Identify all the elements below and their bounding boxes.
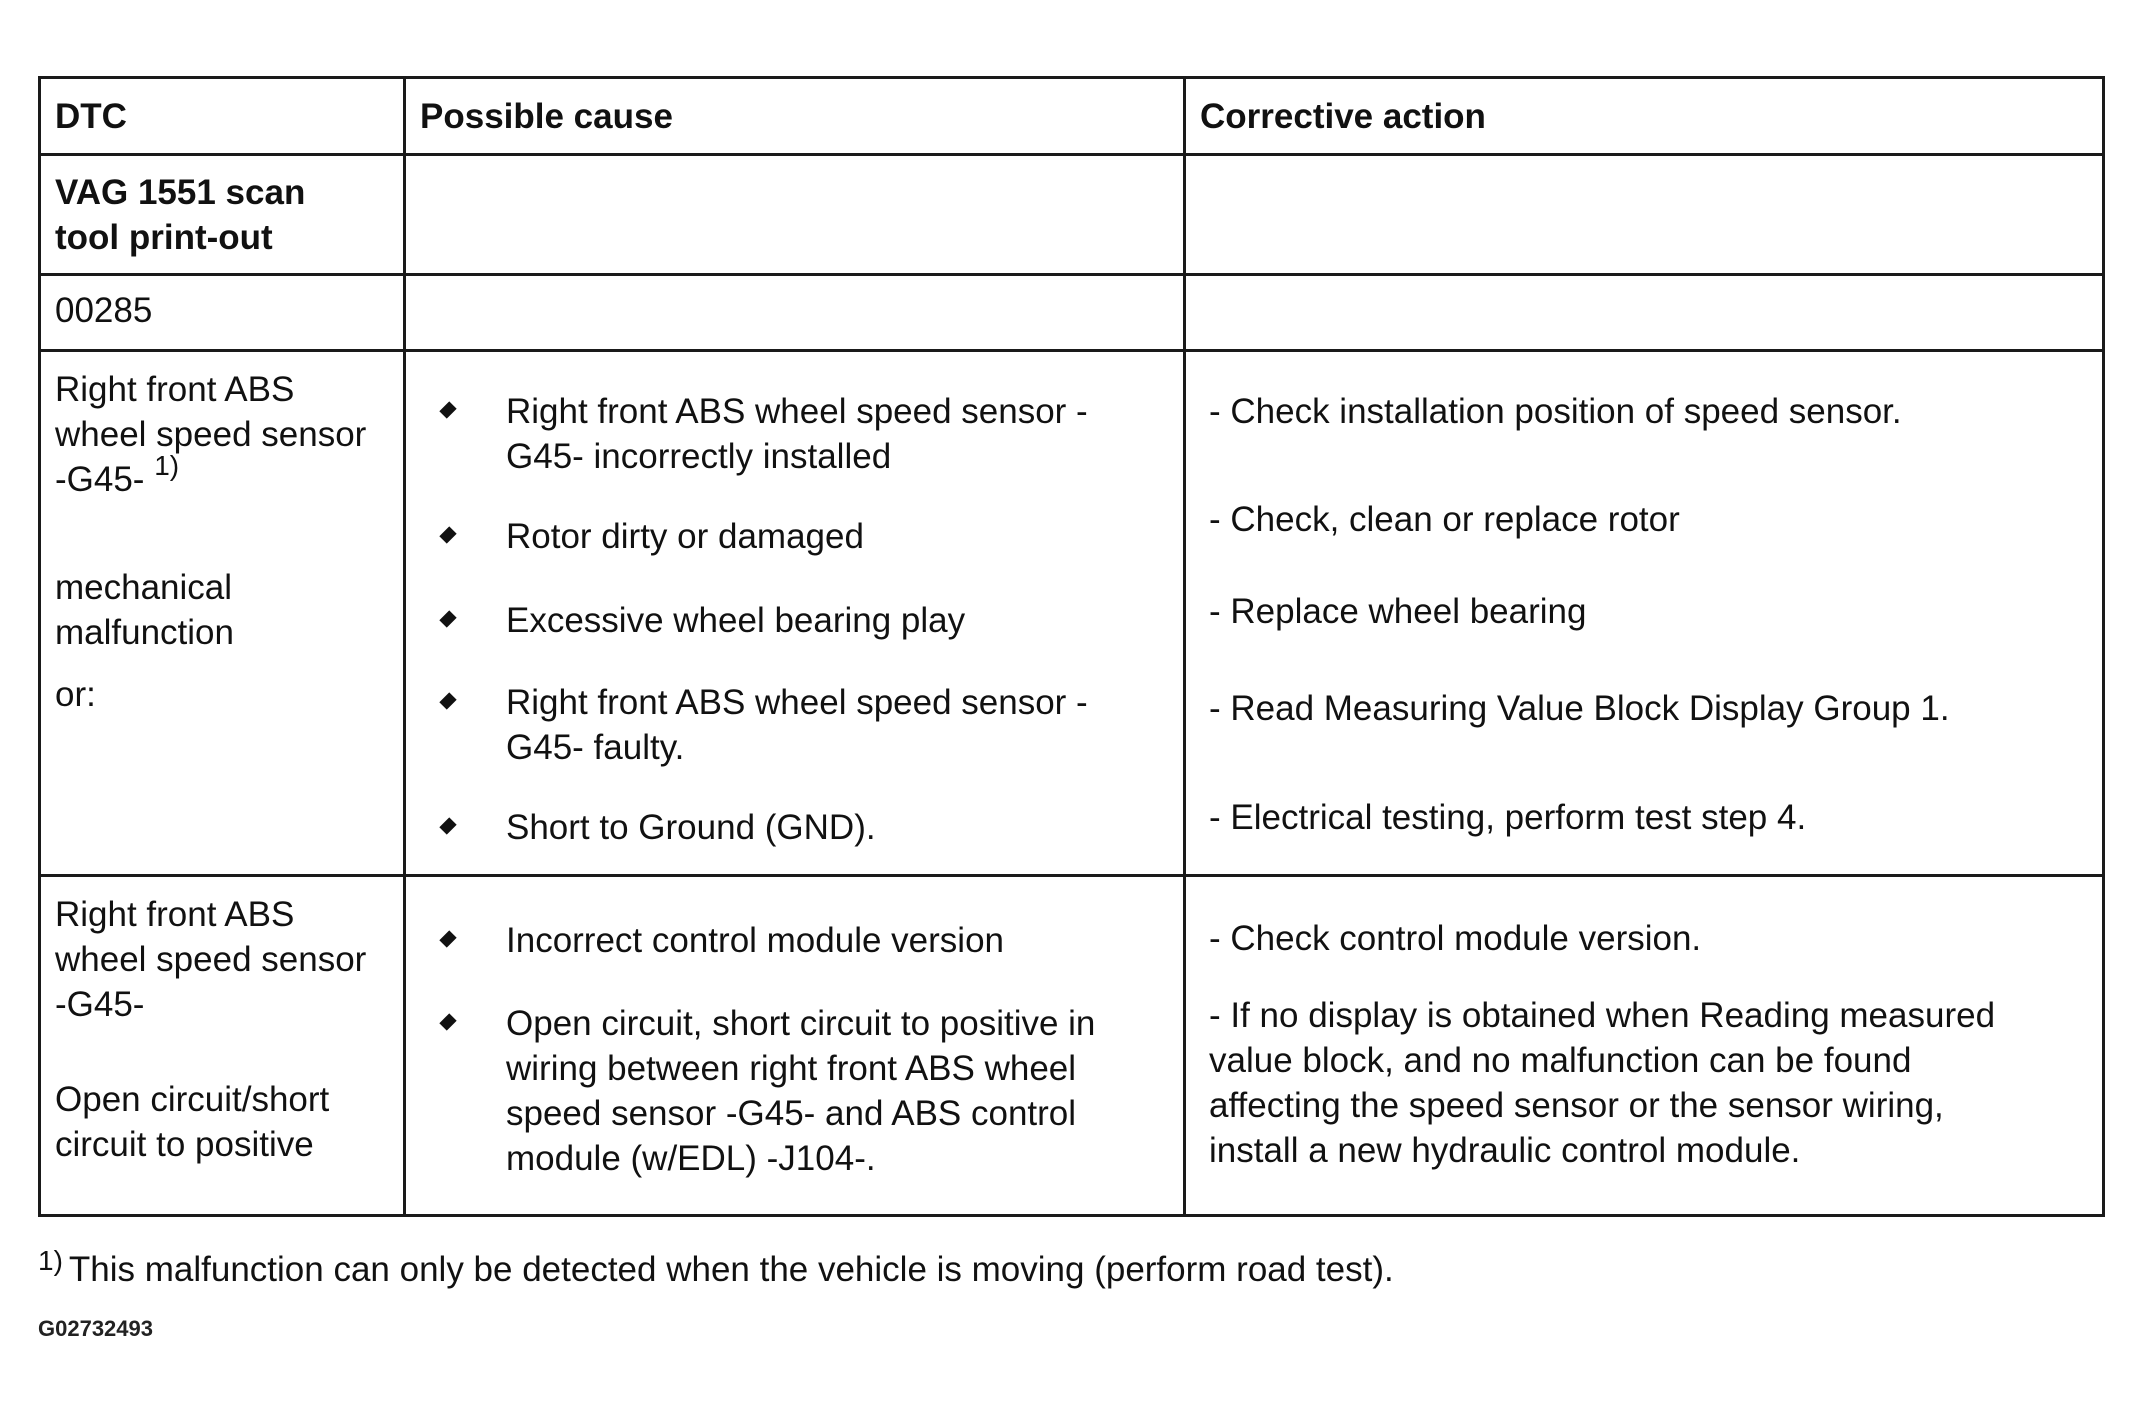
dtc-description-cell xyxy=(40,876,405,1216)
diamond-bullet-icon xyxy=(439,692,456,709)
header-possible-cause: Possible cause xyxy=(405,78,1185,155)
action-item: - If no display is obtained when Reading measured value block, and no malfunction can be found affecting the speed sensor or the sensor wiring, install a new hydraulic control module. xyxy=(1209,996,1996,1170)
action-item: - Electrical testing, perform test step 4. xyxy=(1209,798,1807,837)
diamond-bullet-icon xyxy=(439,930,456,947)
dtc-description-cell xyxy=(40,351,405,876)
action-item: - Check installation position of speed sensor. xyxy=(1209,392,1902,431)
dtc-line: wheel speed sensor xyxy=(55,415,367,454)
diamond-bullet-icon xyxy=(439,526,456,543)
footnote-marker: 1) xyxy=(38,1245,63,1276)
empty-cell xyxy=(405,155,1185,275)
footnote-text: This malfunction can only be detected when the vehicle is moving (perform road test). xyxy=(68,1250,1394,1289)
possible-cause-cell: Incorrect control module version Open circuit, short circuit to positive in wiring between right front ABS wheel speed sensor -G45- and ABS control module (w/EDL) -J104-. xyxy=(405,876,1185,1216)
dtc-line: Right front ABS xyxy=(55,370,295,409)
dtc-type xyxy=(55,1077,329,1167)
corrective-action-cell xyxy=(1185,351,2104,876)
diamond-bullet-icon xyxy=(439,1013,456,1030)
diamond-bullet-icon xyxy=(439,610,456,627)
dtc-description xyxy=(55,367,366,502)
dtc-code-cell xyxy=(40,275,405,351)
diamond-bullet-icon xyxy=(439,401,456,418)
diamond-bullet-icon xyxy=(439,817,456,834)
corrective-action-cell xyxy=(1185,876,2104,1216)
dtc-table xyxy=(38,76,2105,1217)
dtc-type xyxy=(55,565,234,655)
dtc-type-line: circuit to positive xyxy=(55,1125,314,1164)
dtc-description xyxy=(55,892,366,1027)
dtc-type-line: malfunction xyxy=(55,613,234,652)
dtc-type-line: mechanical xyxy=(55,568,233,607)
dtc-line: -G45- xyxy=(55,985,145,1024)
dtc-line: Right front ABS xyxy=(55,895,295,934)
empty-cell xyxy=(1185,155,2104,275)
empty-cell xyxy=(1185,275,2104,351)
action-item: - Read Measuring Value Block Display Group 1. xyxy=(1209,689,1950,728)
footnote-ref: 1) xyxy=(154,450,180,481)
footnote xyxy=(38,1245,1394,1290)
header-dtc: DTC xyxy=(40,78,405,155)
figure-id: G02732493 xyxy=(38,1316,153,1341)
header-corrective-action: Corrective action xyxy=(1185,78,2104,155)
dtc-line: wheel speed sensor xyxy=(55,940,367,979)
possible-cause-cell: Right front ABS wheel speed sensor - G45- incorrectly installed Rotor dirty or damaged Excessive wheel bearing play Right front ABS wheel speed sensor - G45- faulty. Short to Ground (GND). xyxy=(405,351,1185,876)
or-label: or: xyxy=(55,675,96,714)
action-item: - Check control module version. xyxy=(1209,919,1702,958)
dtc-code: 00285 xyxy=(55,291,153,330)
printout-label-cell xyxy=(40,155,405,275)
dtc-type-line: Open circuit/short xyxy=(55,1080,330,1119)
action-item: - Check, clean or replace rotor xyxy=(1209,500,1680,539)
empty-cell xyxy=(405,275,1185,351)
dtc-line: -G45- $^{1)}$ xyxy=(55,450,180,499)
action-item: - Replace wheel bearing xyxy=(1209,592,1587,631)
printout-label: VAG 1551 scan tool print-out xyxy=(55,173,306,257)
